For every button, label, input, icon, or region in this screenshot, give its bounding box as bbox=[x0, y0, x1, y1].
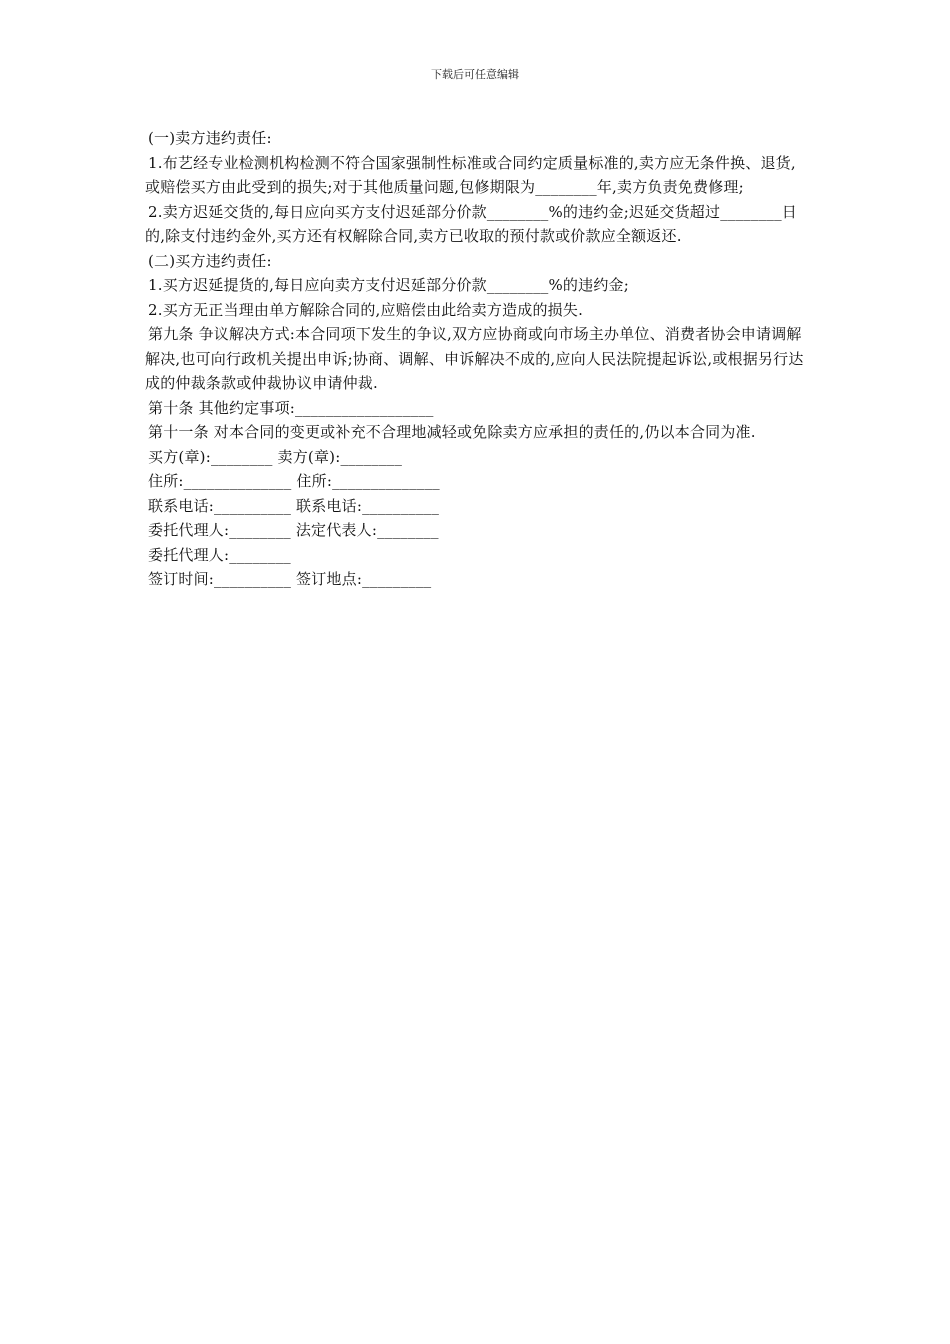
article-11-amendments: 第十一条 对本合同的变更或补充不合理地减轻或免除卖方应承担的责任的,仍以本合同为准. bbox=[148, 423, 756, 441]
seller-liability-heading: (一)卖方违约责任: bbox=[148, 129, 272, 147]
signature-line-parties: 买方(章):________ 卖方(章):________ bbox=[148, 447, 403, 466]
buyer-liability-heading: (二)买方违约责任: bbox=[148, 251, 272, 270]
article-9-dispute-resolution: 第九条 争议解决方式:本合同项下发生的争议,双方应协商或向市场主办单位、消费者协会申请调解解决,也可向行政机关提出申诉;协商、调解、申诉解决不成的,应向人民法院提起诉讼,或根据另行达成的仲裁条款或仲裁协议申请仲裁. bbox=[145, 325, 804, 392]
page-header: 下载后可任意编辑 bbox=[431, 68, 519, 81]
seller-liability-clause-1: 1.布艺经专业检测机构检测不符合国家强制性标准或合同约定质量标准的,卖方应无条件换、退货,或赔偿买方由此受到的损失;对于其他质量问题,包修期限为________年,卖方负责免费修理; bbox=[145, 153, 796, 196]
signature-line-phone: 联系电话:__________ 联系电话:__________ bbox=[148, 496, 440, 515]
document-body bbox=[145, 126, 810, 592]
buyer-liability-clause-1: 1.买方迟延提货的,每日应向卖方支付迟延部分价款________%的违约金; bbox=[148, 276, 629, 294]
seller-liability-clause-2: 2.卖方迟延交货的,每日应向买方支付迟延部分价款________%的违约金;迟延交货超过________日的,除支付违约金外,买方还有权解除合同,卖方已收取的预付款或价款应全额返还. bbox=[145, 202, 797, 245]
signature-line-agent: 委托代理人:________ bbox=[148, 545, 291, 564]
article-10-other-terms: 第十条 其他约定事项:__________________ bbox=[148, 398, 434, 417]
signature-line-agent-representative: 委托代理人:________ 法定代表人:________ bbox=[148, 521, 439, 539]
buyer-liability-clause-2: 2.买方无正当理由单方解除合同的,应赔偿由此给卖方造成的损失. bbox=[148, 300, 584, 319]
signature-line-date-place: 签订时间:__________ 签订地点:_________ bbox=[148, 570, 432, 588]
signature-line-address: 住所:______________ 住所:______________ bbox=[148, 472, 440, 490]
